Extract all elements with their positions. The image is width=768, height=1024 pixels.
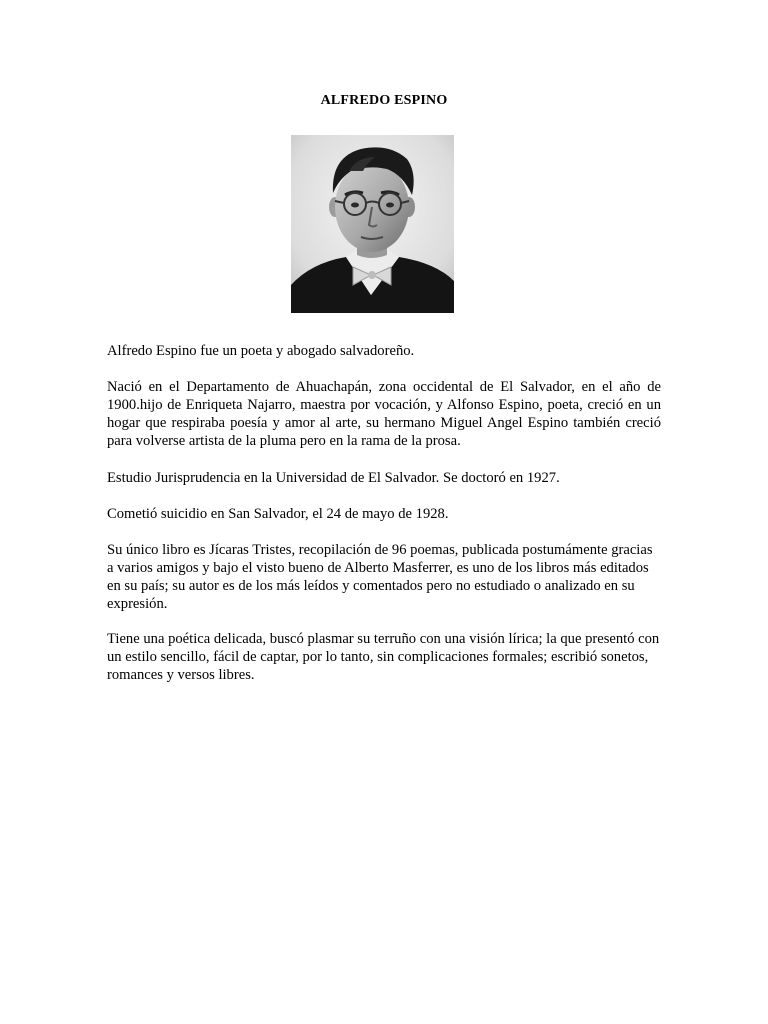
paragraph-poetics: Tiene una poética delicada, buscó plasmar su terruño con una visión lírica; la que presentó con un estilo sencillo, fácil de captar, por lo tanto, sin complicaciones formales; escribió sonetos, romances y versos libres. <box>107 631 660 683</box>
paragraph-intro: Alfredo Espino fue un poeta y abogado salvadoreño. <box>107 343 415 359</box>
paragraph-birth: Nació en el Departamento de Ahuachapán, zona occidental de El Salvador, en el año de 1900.hijo de Enriqueta Najarro, maestra por vocación, y Alfonso Espino, poeta, creció en un hogar que respiraba poesía y amor al arte, su hermano Miguel Angel Espino también creció para volverse artista de la pluma pero en la rama de la prosa. <box>107 379 661 449</box>
portrait-photo-icon <box>291 135 454 313</box>
paragraph-death: Cometió suicidio en San Salvador, el 24 de mayo de 1928. <box>107 506 449 522</box>
paragraph-studies: Estudio Jurisprudencia en la Universidad de El Salvador. Se doctoró en 1927. <box>107 470 560 486</box>
page-title: ALFREDO ESPINO <box>320 93 448 108</box>
portrait-photo <box>291 135 454 313</box>
paragraph-book: Su único libro es Jícaras Tristes, recopilación de 96 poemas, publicada postumámente gracias a varios amigos y bajo el visto bueno de Alberto Masferrer, es uno de los libros más editados en su país; su autor es de los más leídos y comentados pero no estudiado o analizado en su expresión. <box>107 542 653 612</box>
